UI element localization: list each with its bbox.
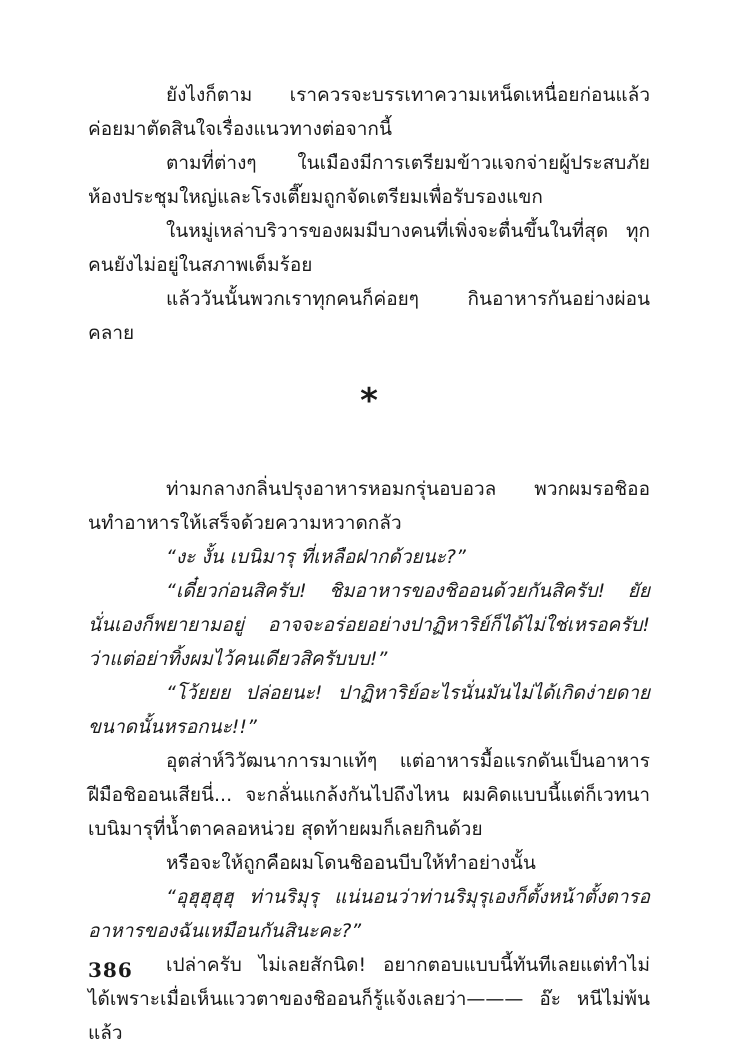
dialogue-paragraph: “โว้ยยย ปล่อยนะ! ปาฏิหาริย์อะไรนั่นมันไม่ได้เกิดง่ายดายขนาดนั้นหรอกนะ!!” [88,682,650,738]
narration-paragraph: ท่ามกลางกลิ่นปรุงอาหารหอมกรุ่นอบอวล พวกผมรอชิออนทำอาหารให้เสร็จด้วยความหวาดกลัว [88,478,650,534]
narration-paragraph: ในหมู่เหล่าบริวารของผมมีบางคนที่เพิ่งจะตื่นขึ้นในที่สุด ทุกคนยังไม่อยู่ในสภาพเต็มร้อย [88,220,650,276]
narration-paragraph: อุตส่าห์วิวัฒนาการมาแท้ๆ แต่อาหารมื้อแรกดันเป็นอาหารฝีมือชิออนเสียนี่... จะกลั่นแกล้งกันไปถึงไหน ผมคิดแบบนี้แต่ก็เวทนาเบนิมารุที่น้ำตาคลอหน่วย สุดท้ายผมก็เลยกินด้วย [88,750,650,840]
dialogue-paragraph: “งะ งั้น เบนิมารุ ที่เหลือฝากด้วยนะ?” [166,546,466,568]
scene-break-asterisk: * [360,381,378,421]
dialogue-paragraph: “เดี๋ยวก่อนสิครับ! ชิมอาหารของชิออนด้วยกันสิครับ! ยัยนั่นเองก็พยายามอยู่ อาจจะอร่อยอย่างปาฏิหาริย์ก็ได้ไม่ใช่เหรอครับ! ว่าแต่อย่าทิ้งผมไว้คนเดียวสิครับบบ!” [88,580,650,670]
section-gap [88,452,650,472]
dialogue-paragraph: “อุฮุฮุฮุฮุ ท่านริมุรุ แน่นอนว่าท่านริมุรุเองก็ตั้งหน้าตั้งตารออาหารของฉันเหมือนกันสินะคะ?” [88,886,650,942]
narration-paragraph: แล้ววันนั้นพวกเราทุกคนก็ค่อยๆ กินอาหารกันอย่างผ่อนคลาย [88,288,650,344]
page-number: 386 [88,958,133,982]
section-after-break [88,472,650,1050]
narration-paragraph: หรือจะให้ถูกคือผมโดนชิออนบีบให้ทำอย่างนั้น [166,852,536,874]
narration-paragraph: ตามที่ต่างๆ ในเมืองมีการเตรียมข้าวแจกจ่ายผู้ประสบภัย ห้องประชุมใหญ่และโรงเตี๊ยมถูกจัดเตรียมเพื่อรับรองแขก [88,152,650,208]
narration-paragraph: ยังไงก็ตาม เราควรจะบรรเทาความเหน็ดเหนื่อยก่อนแล้วค่อยมาตัดสินใจเรื่องแนวทางต่อจากนี้ [88,84,650,140]
section-before-break [88,78,650,350]
narration-paragraph: เปล่าครับ ไม่เลยสักนิด! อยากตอบแบบนี้ทันทีเลยแต่ทำไม่ได้เพราะเมื่อเห็นแววตาของชิออนก็รู้แจ้งเลยว่า——— อ๊ะ หนีไม่พ้นแล้ว [88,954,650,1044]
